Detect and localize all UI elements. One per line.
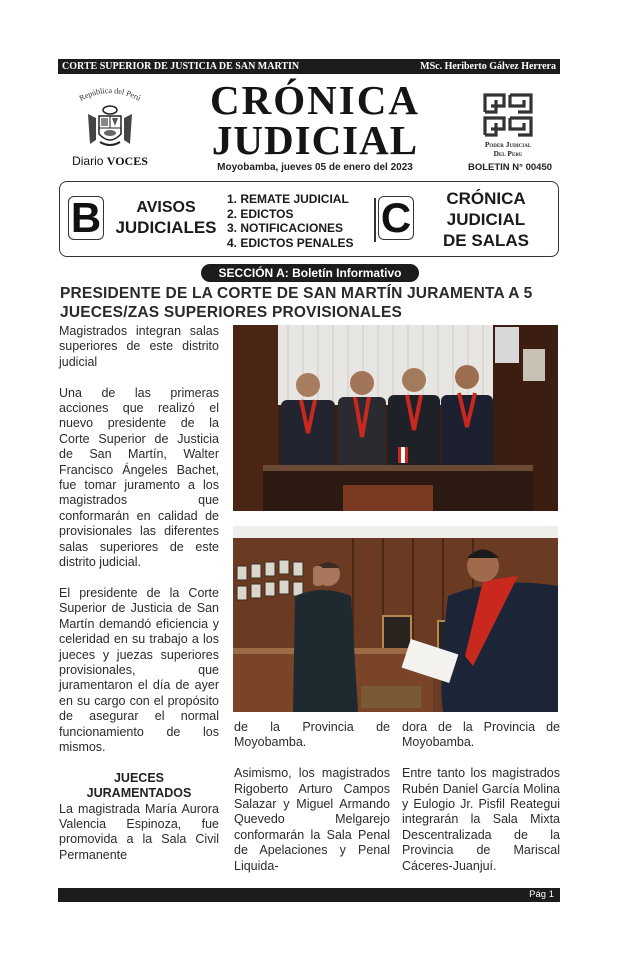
section-label: SECCIÓN A: Boletín Informativo	[201, 264, 419, 282]
article-column-2	[234, 720, 390, 889]
section-b-title	[110, 198, 222, 238]
section-b-item: 3. NOTIFICACIONES	[227, 221, 344, 235]
article-column-1	[59, 324, 219, 879]
section-c-title-line-3: DE SALAS	[443, 231, 529, 250]
page-number: Pág 1	[529, 889, 554, 900]
brand-voces: VOCES	[106, 154, 148, 168]
section-b-letter: B	[68, 196, 104, 240]
article-column-3	[402, 720, 560, 889]
section-b-title-line-1: AVISOS	[136, 199, 196, 216]
sections-index	[59, 181, 559, 257]
photo-magistrates-group	[233, 325, 558, 511]
diario-voces-logo	[62, 84, 158, 174]
subheading-line-1: JUECES	[113, 770, 165, 785]
section-c-title-line-2: JUDICIAL	[446, 210, 526, 229]
coat-of-arms-icon	[86, 104, 134, 148]
dateline: Moyobamba, jueves 05 de enero del 2023	[217, 162, 413, 173]
header-bar	[58, 59, 560, 74]
section-b-item: 2. EDICTOS	[227, 206, 294, 221]
court-name: CORTE SUPERIOR DE JUSTICIA DE SAN MARTIN	[62, 61, 300, 72]
org-line-1: Poder Judicial	[484, 140, 532, 149]
brand-name	[62, 154, 158, 169]
newspaper-title	[200, 77, 430, 163]
republica-arc-text	[72, 86, 148, 106]
section-c-title	[426, 188, 546, 251]
section-c-title-line-1: CRÓNICA	[446, 189, 526, 208]
footer-bar	[58, 888, 560, 902]
brand-prefix: Diario	[72, 154, 104, 168]
svg-text:República del Perú: República del Perú	[77, 86, 143, 103]
article-paragraph: Entre tanto los magistrados Rubén Daniel García Molina y Eulogio Jr. Pisfil Reategui integrarán la Sala Mixta Descentralizada de la Provincia de Mariscal Cáceres-Juanjuí.	[402, 766, 560, 873]
section-b-items	[227, 192, 353, 250]
article-paragraph: Una de las primeras acciones que realizó el nuevo presidente de la Corte Superior de Justicia de San Martín, Walter Francisco Ángeles Bachet, fue tomar juramento a los magistrados que conformarán en calidad de provisionales las diferentes salas superiores de este distrito judicial.	[59, 385, 219, 570]
author-name: MSc. Heriberto Gálvez Herrera	[420, 61, 556, 72]
boletin-number: BOLETIN N° 00450	[467, 162, 553, 173]
article-lead: Magistrados integran salas superiores de este distrito judicial	[59, 324, 219, 369]
article-headline: PRESIDENTE DE LA CORTE DE SAN MARTÍN JURAMENTA A 5 JUECES/ZAS SUPERIORES PROVISIONALES	[60, 285, 533, 321]
title-line-1: CRÓNICA	[210, 77, 420, 123]
article-paragraph: El presidente de la Corte Superior de Justicia de San Martín demandó eficiencia y celeridad en su trabajo a los jueces y juezas superiores provisionales, que juramentaron el día de ayer en su cargo con el propósito de asegurar el normal funcionamiento de los mismos.	[59, 585, 219, 754]
article-paragraph: Asimismo, los magistrados Rigoberto Arturo Campos Salazar y Miguel Armando Quevedo Melgarejo conformarán la Sala Penal de Apelaciones y Penal Liquida-	[234, 766, 390, 873]
subheading-line-2: JURAMENTADOS	[86, 786, 192, 801]
section-c-letter: C	[378, 196, 414, 240]
article-paragraph: La magistrada María Aurora Valencia Espinoza, fue promovida a la Sala Civil Permanente	[59, 801, 219, 862]
org-line-2: Del Peru	[493, 149, 523, 158]
photo-swearing-in	[233, 526, 558, 712]
section-b-item: 1. REMATE JUDICIAL	[227, 192, 349, 206]
article-paragraph: dora de la Provincia de Moyobamba.	[402, 720, 560, 750]
poder-judicial-name	[462, 140, 554, 158]
section-divider	[374, 198, 376, 242]
section-b-title-line-2: JUDICIALES	[115, 218, 217, 237]
section-b-item: 4. EDICTOS PENALES	[227, 235, 354, 250]
poder-judicial-logo-icon	[482, 92, 534, 138]
title-line-2: JUDICIAL	[211, 117, 419, 163]
article-paragraph: de la Provincia de Moyobamba.	[234, 720, 390, 750]
subheading	[59, 771, 219, 802]
